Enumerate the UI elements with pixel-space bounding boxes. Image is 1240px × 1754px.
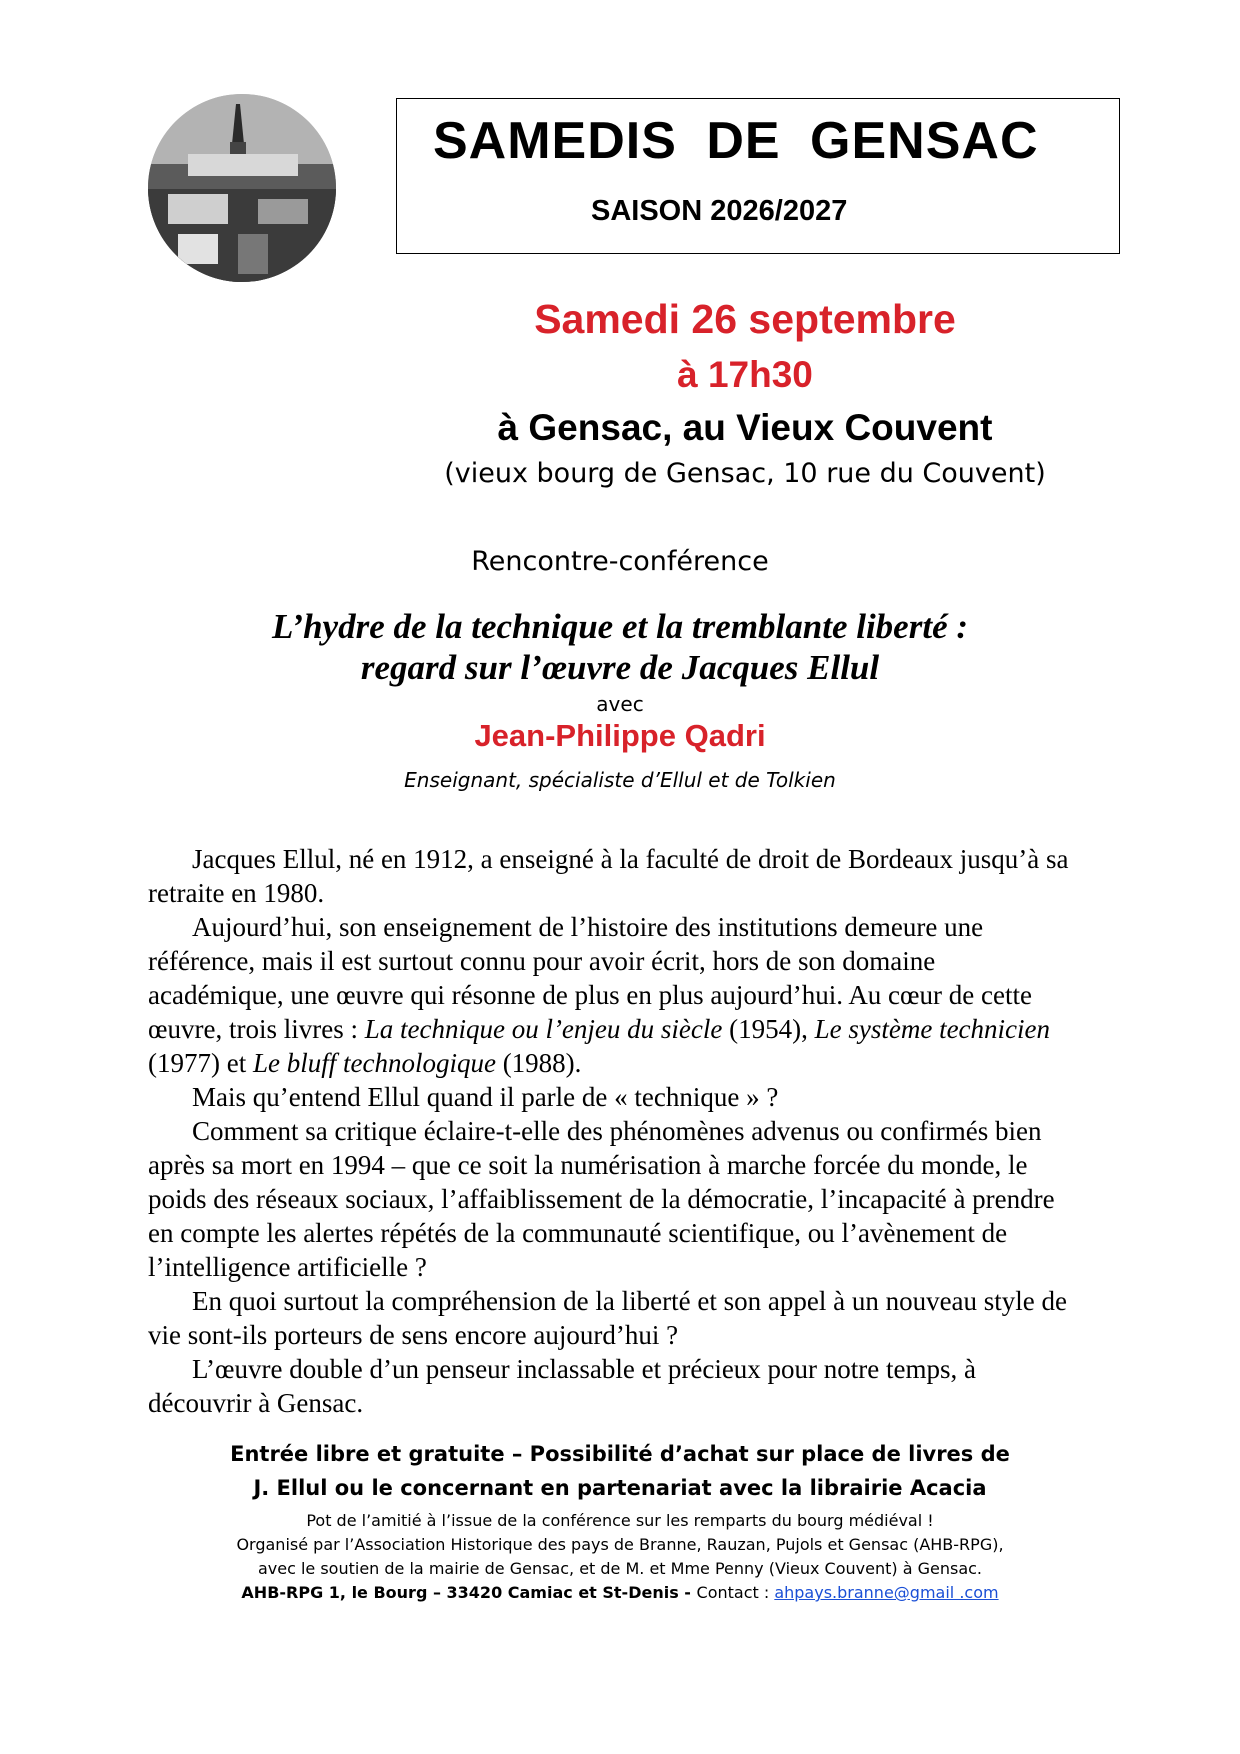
footer-contact-line <box>140 1582 1100 1604</box>
book-title-2: Le système technicien <box>814 1014 1051 1044</box>
event-place: à Gensac, au Vieux Couvent <box>497 407 993 448</box>
paragraph-4: Comment sa critique éclaire-t-elle des phénomènes advenus ou confirmés bien après sa mort en 1994 – que ce soit la numérisation à marche forcée du monde, le poids des réseaux sociaux, l’affaiblissement de la démocratie, l’incapacité à prendre en compte les alertes répétés de la communauté scientifique, ou l’avènement de l’intelligence artificielle ? <box>148 1116 1055 1282</box>
paragraph-2-text-b: (1954), <box>722 1014 815 1044</box>
paragraph-2 <box>148 910 1072 1080</box>
contact-email-link[interactable]: ahpays.branne@gmail .com <box>774 1583 999 1602</box>
event-time: à 17h30 <box>677 354 813 395</box>
footer-entry-line-1: Entrée libre et gratuite – Possibilité d’achat sur place de livres de <box>230 1442 1010 1466</box>
event-kind: Rencontre-conférence <box>471 546 769 577</box>
main-title: SAMEDIS DE GENSAC <box>433 112 1039 170</box>
speaker-role: Enseignant, spécialiste d’Ellul et de Tolkien <box>404 768 836 792</box>
talk-title-line-1: L’hydre de la technique et la tremblante liberté : <box>271 607 969 646</box>
paragraph-2-text-c: (1977) et <box>148 1048 253 1078</box>
paragraph-5: En quoi surtout la compréhension de la liberté et son appel à un nouveau style de vie sont-ils porteurs de sens encore aujourd’hui ? <box>148 1286 1068 1350</box>
paragraph-2-text-a: Aujourd’hui, son enseignement de l’histoire des institutions demeure une référence, mais il est surtout connu pour avoir écrit, hors de son domaine académique, une œuvre qui résonne de plus en plus aujourd’hui. Au cœur de cette œuvre, trois livres : <box>148 912 1032 1044</box>
with-label: avec <box>596 692 644 716</box>
header-title-box <box>396 98 1120 254</box>
speaker-name: Jean-Philippe Qadri <box>474 718 766 753</box>
village-photo <box>148 94 336 282</box>
footer-line-2: Organisé par l’Association Historique des pays de Branne, Rauzan, Pujols et Gensac (AHB-RPG), <box>236 1535 1004 1554</box>
paragraph-2-text-d: (1988). <box>495 1048 582 1078</box>
season-label: SAISON 2026/2027 <box>591 195 848 227</box>
footer-entry-line-2: J. Ellul ou le concernant en partenariat avec la librairie Acacia <box>253 1476 987 1500</box>
paragraph-1: Jacques Ellul, né en 1912, a enseigné à la faculté de droit de Bordeaux jusqu’à sa retraite en 1980. <box>148 844 1069 908</box>
book-title-1: La technique ou l’enjeu du siècle <box>364 1014 723 1044</box>
footer-address: AHB-RPG 1, le Bourg – 33420 Camiac et St-Denis - <box>241 1583 697 1602</box>
footer-line-1: Pot de l’amitié à l’issue de la conférence sur les remparts du bourg médiéval ! <box>306 1511 934 1530</box>
talk-title <box>140 606 1100 688</box>
event-date: Samedi 26 septembre <box>534 296 956 342</box>
footer-line-3: avec le soutien de la mairie de Gensac, et de M. et Mme Penny (Vieux Couvent) à Gensac. <box>257 1559 983 1578</box>
event-address: (vieux bourg de Gensac, 10 rue du Couvent) <box>444 458 1046 489</box>
talk-title-line-2: regard sur l’œuvre de Jacques Ellul <box>360 648 880 687</box>
contact-label: Contact : <box>696 1583 775 1602</box>
paragraph-3: Mais qu’entend Ellul quand il parle de « technique » ? <box>192 1082 779 1112</box>
description <box>148 842 1072 1420</box>
book-title-3: Le bluff technologique <box>252 1048 496 1078</box>
paragraph-6: L’œuvre double d’un penseur inclassable et précieux pour notre temps, à découvrir à Gensac. <box>148 1354 977 1418</box>
